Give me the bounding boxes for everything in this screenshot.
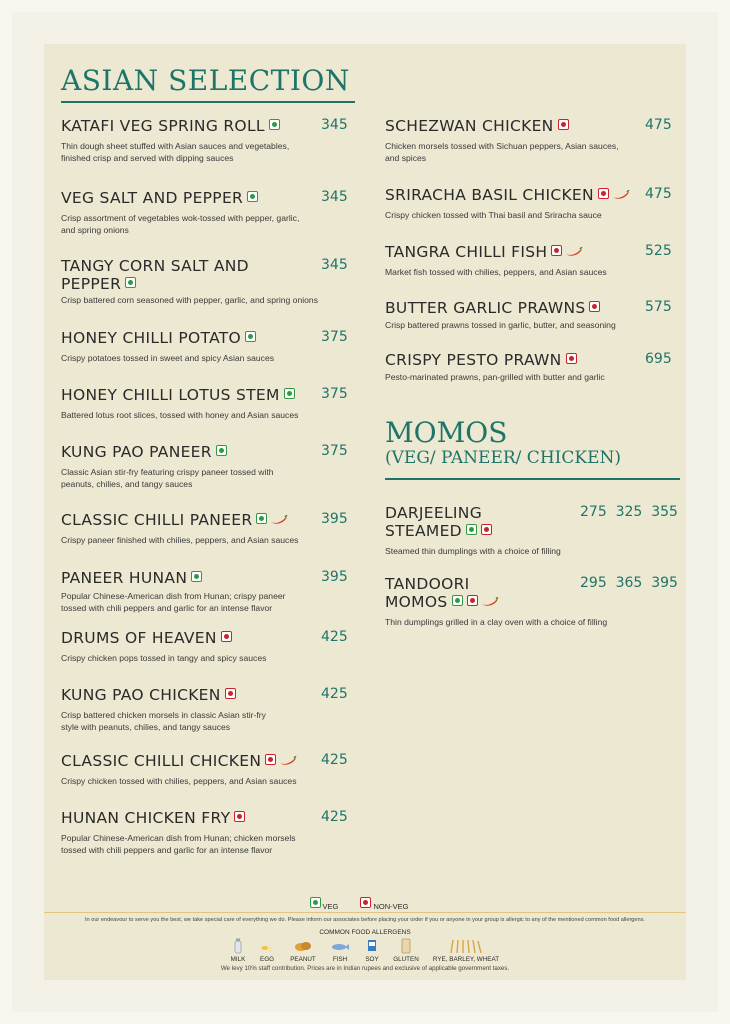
veg-symbol-icon [125, 277, 136, 288]
nonveg-symbol-icon [234, 811, 245, 822]
item-name: VEG SALT AND PEPPER [61, 189, 244, 207]
menu-item [385, 299, 680, 331]
item-name: DARJEELING STEAMED [385, 504, 483, 540]
fish-icon [328, 938, 352, 954]
veg-symbol-icon [452, 595, 463, 606]
item-price: 425 [321, 629, 348, 645]
menu-item [385, 504, 680, 557]
item-description: Pesto-marinated prawns, pan-grilled with butter and garlic [385, 372, 605, 382]
nonveg-symbol-icon [225, 688, 236, 699]
veg-symbol-icon [284, 388, 295, 399]
menu-item [385, 575, 680, 628]
veg-symbol-icon [466, 524, 477, 535]
egg-icon [255, 938, 279, 954]
nonveg-symbol-icon [265, 754, 276, 765]
item-name: SCHEZWAN CHICKEN [385, 117, 554, 135]
levy-notice: We levy 10% staff contribution. Prices are in Indian rupees and exclusive of applicable government taxes. [220, 965, 510, 972]
allergen-item: GLUTEN [390, 938, 422, 963]
item-name: HONEY CHILLI LOTUS STEM [61, 386, 280, 404]
nonveg-symbol-icon [360, 897, 371, 908]
item-description: Crisp assortment of vegetables wok-tossed with pepper, garlic, and spring onions [61, 213, 300, 235]
veg-symbol-icon [191, 571, 202, 582]
veg-symbol-icon [310, 897, 321, 908]
item-price: 475 [645, 186, 672, 202]
item-description: Battered lotus root slices, tossed with honey and Asian sauces [61, 410, 299, 420]
allergen-item: EGG [255, 938, 279, 963]
chili-pepper-icon [279, 752, 297, 770]
item-name: TANDOORI MOMOS [385, 575, 470, 611]
menu-item [61, 117, 351, 164]
menu-item [61, 257, 351, 306]
allergen-item: PEANUT [286, 938, 320, 963]
section-divider [385, 478, 680, 480]
item-price: 575 [645, 299, 672, 315]
menu-item [385, 117, 680, 164]
item-name: DRUMS OF HEAVEN [61, 629, 217, 647]
veg-symbol-icon [245, 331, 256, 342]
item-description: Popular Chinese-American dish from Hunan; crispy paneer tossed with chili peppers and garlic for an intense flavor [61, 591, 286, 613]
nonveg-symbol-icon [467, 595, 478, 606]
section-title-momos: MOMOS [385, 416, 508, 449]
item-price: 425 [321, 686, 348, 702]
allergen-item: RYE, BARLEY, WHEAT [430, 938, 502, 963]
item-description: Crispy chicken tossed with Thai basil and Sriracha sauce [385, 210, 602, 220]
item-name: HUNAN CHICKEN FRY [61, 809, 231, 827]
legend-nonveg-label: NON-VEG [373, 902, 409, 911]
item-name: TANGRA CHILLI FISH [385, 243, 548, 261]
item-price: 395 [321, 569, 348, 585]
menu-item [61, 386, 351, 421]
menu-item [61, 686, 351, 733]
item-description: Crisp battered prawns tossed in garlic, butter, and seasoning [385, 320, 616, 330]
item-price: 345 [321, 257, 348, 273]
menu-item [61, 809, 351, 856]
item-description: Crisp battered corn seasoned with pepper, garlic, and spring onions [61, 295, 319, 305]
allergen-item: MILK [226, 938, 250, 963]
milk-icon [226, 938, 250, 954]
legend-veg-label: VEG [322, 902, 339, 911]
menu-item [385, 186, 680, 221]
menu-item [61, 629, 351, 664]
item-description: Crispy chicken tossed with chilies, peppers, and Asian sauces [61, 776, 297, 786]
item-description: Chicken morsels tossed with Sichuan peppers, Asian sauces, and spices [385, 141, 619, 163]
item-price: 395 [321, 511, 348, 527]
menu-item [61, 511, 351, 546]
peanut-icon [286, 938, 320, 954]
item-price: 695 [645, 351, 672, 367]
chili-pepper-icon [270, 511, 288, 529]
item-description: Crispy paneer finished with chilies, peppers, and Asian sauces [61, 535, 299, 545]
item-description: Steamed thin dumplings with a choice of filling [385, 546, 561, 556]
item-description: Thin dumplings grilled in a clay oven with a choice of filling [385, 617, 608, 627]
veg-symbol-icon [269, 119, 280, 130]
chili-pepper-icon [565, 243, 583, 261]
item-description: Market fish tossed with chilies, peppers, and Asian sauces [385, 267, 607, 277]
item-description: Crispy chicken pops tossed in tangy and spicy sauces [61, 653, 267, 663]
item-name: SRIRACHA BASIL CHICKEN [385, 186, 594, 204]
item-name: CLASSIC CHILLI PANEER [61, 511, 253, 529]
item-name: PANEER HUNAN [61, 569, 188, 587]
chili-pepper-icon [481, 593, 499, 611]
item-description: Thin dough sheet stuffed with Asian sauces and vegetables, finished crisp and served with dipping sauces [61, 141, 290, 163]
menu-item [61, 443, 351, 490]
item-name: CLASSIC CHILLI CHICKEN [61, 752, 262, 770]
wheat-icon [430, 938, 502, 954]
allergens-title: COMMON FOOD ALLERGENS [319, 929, 411, 936]
menu-item [61, 752, 351, 787]
soy-icon [360, 938, 384, 954]
item-description: Crisp battered chicken morsels in classic Asian stir-fry style with peanuts, chilies, and tangy sauces [61, 710, 266, 732]
item-description: Crispy potatoes tossed in sweet and spicy Asian sauces [61, 353, 275, 363]
item-prices: 295 365 395 [580, 575, 678, 591]
menu-item [385, 351, 680, 383]
item-name: CRISPY PESTO PRAWN [385, 351, 562, 369]
item-price: 375 [321, 386, 348, 402]
veg-symbol-icon [256, 513, 267, 524]
item-name: HONEY CHILLI POTATO [61, 329, 242, 347]
menu-item [61, 569, 351, 614]
nonveg-symbol-icon [566, 353, 577, 364]
item-name: KUNG PAO PANEER [61, 443, 212, 461]
nonveg-symbol-icon [481, 524, 492, 535]
item-name: KATAFI VEG SPRING ROLL [61, 117, 265, 135]
section-divider [61, 101, 355, 103]
nonveg-symbol-icon [551, 245, 562, 256]
item-price: 345 [321, 189, 348, 205]
menu-item [61, 329, 351, 364]
item-price: 425 [321, 809, 348, 825]
item-name: BUTTER GARLIC PRAWNS [385, 299, 586, 317]
veg-symbol-icon [216, 445, 227, 456]
item-name: KUNG PAO CHICKEN [61, 686, 221, 704]
item-price: 375 [321, 329, 348, 345]
chili-pepper-icon [612, 186, 630, 204]
footer-divider [44, 912, 686, 913]
menu-item [61, 189, 351, 236]
allergen-item: SOY [360, 938, 384, 963]
item-price: 475 [645, 117, 672, 133]
menu-item [385, 243, 680, 278]
item-price: 425 [321, 752, 348, 768]
section-subtitle-momos: (VEG/ PANEER/ CHICKEN) [385, 448, 621, 468]
nonveg-symbol-icon [558, 119, 569, 130]
item-name: TANGY CORN SALT AND PEPPER [61, 257, 249, 293]
nonveg-symbol-icon [598, 188, 609, 199]
item-description: Popular Chinese-American dish from Hunan; chicken morsels tossed with chili peppers and garlic for an intense flavor [61, 833, 296, 855]
section-title-asian: ASIAN SELECTION [61, 64, 350, 97]
item-description: Classic Asian stir-fry featuring crispy paneer tossed with peanuts, chilies, and tangy sauces [61, 467, 274, 489]
nonveg-symbol-icon [589, 301, 600, 312]
item-price: 345 [321, 117, 348, 133]
nonveg-symbol-icon [221, 631, 232, 642]
allergen-item: FISH [328, 938, 352, 963]
diet-legend [0, 897, 730, 911]
allergy-notice: In our endeavour to serve you the best, we take special care of everything we do. Please inform our associates before placing your order if you or anyone in your group is allergic to any of the mentioned common food allergens. [84, 917, 645, 923]
gluten-icon [390, 938, 422, 954]
veg-symbol-icon [247, 191, 258, 202]
item-price: 525 [645, 243, 672, 259]
item-price: 375 [321, 443, 348, 459]
item-prices: 275 325 355 [580, 504, 678, 520]
